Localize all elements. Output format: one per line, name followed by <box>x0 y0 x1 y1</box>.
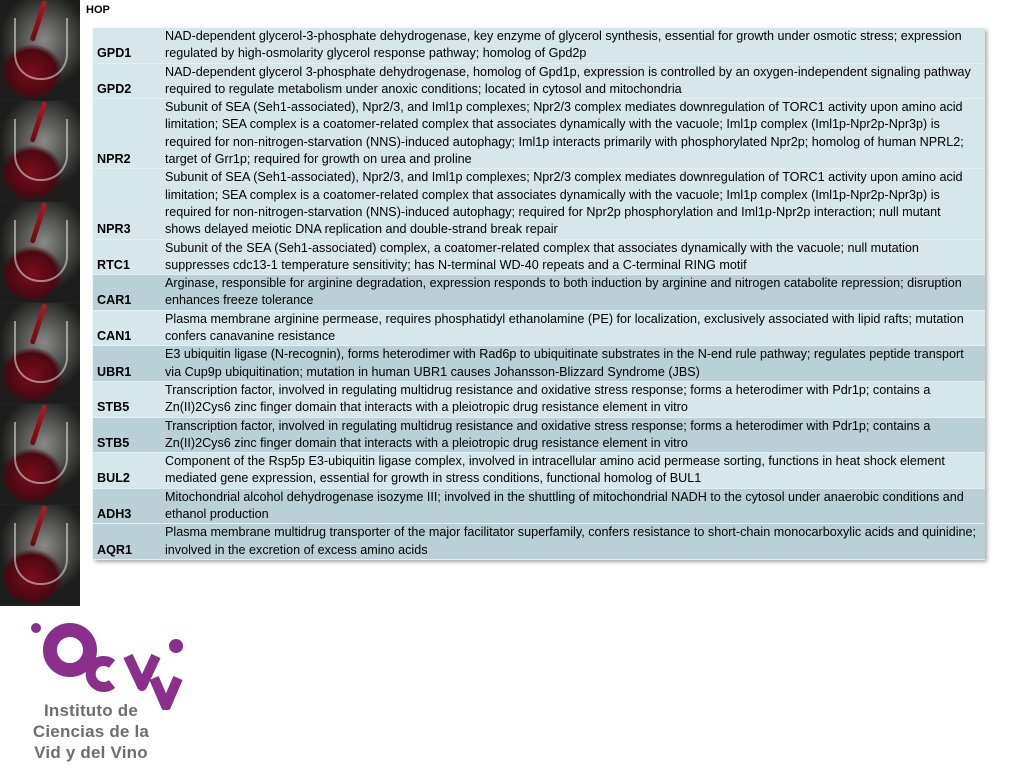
gene-description: Subunit of the SEA (Seh1-associated) complex, a coatomer-related complex that associates dynamically with the vacuole; null mutation suppresses cdc13-1 temperature sensitivity; has N-terminal WD-40 repeats and a C-terminal RING motif <box>165 240 919 272</box>
wine-glass-image <box>0 404 80 505</box>
institute-name <box>16 700 166 763</box>
table-row <box>93 418 985 454</box>
gene-description: NAD-dependent glycerol 3-phosphate dehydrogenase, homolog of Gpd1p, expression is controlled by an oxygen-independent signaling pathway required to regulate metabolism under anoxic conditions; located in cytosol and mitochondria <box>165 64 971 96</box>
table-row <box>93 311 985 347</box>
gene-description: Subunit of SEA (Seh1-associated), Npr2/3, and Iml1p complexes; Npr2/3 complex mediates downregulation of TORC1 activity upon amino acid limitation; SEA complex is a coatomer-related complex that associates dynamically with the vacuole; Iml1p complex (Iml1p-Npr2p-Npr3p) is required for non-nitrogen-starvation (NNS)-induced autophagy; required for Npr2p phosphorylation and Iml1p-Npr2p interaction; null mutant shows delayed meiotic DNA replication and double-strand break repair <box>165 170 963 237</box>
gene-name: UBR1 <box>97 364 132 379</box>
icvv-logo-mark <box>16 620 196 710</box>
gene-description: Plasma membrane arginine permease, requires phosphatidyl ethanolamine (PE) for localization, exclusively associated with lipid rafts; mutation confers canavanine resistance <box>165 311 964 344</box>
gene-name: NPR3 <box>97 222 131 237</box>
gene-name: CAN1 <box>97 329 132 344</box>
table-row <box>93 346 985 382</box>
institute-name-line: Instituto de <box>44 701 138 720</box>
gene-description: Component of the Rsp5p E3-ubiquitin ligase complex, involved in intracellular amino acid permease sorting, functions in heat shock element mediated gene expression, essential for growth in stress conditions, functional homolog of BUL1 <box>165 454 945 486</box>
gene-description: Subunit of SEA (Seh1-associated), Npr2/3, and Iml1p complexes; Npr2/3 complex mediates downregulation of TORC1 activity upon amino acid limitation; SEA complex is a coatomer-related complex that associates dynamically with the vacuole; Iml1p complex (Iml1p-Npr2p-Npr3p) is required for non-nitrogen-starvation (NNS)-induced autophagy; Iml1p interacts primarily with phosphorylated Npr2p; homolog of human NPRL2; target of Grr1p; required for growth on urea and proline <box>165 100 964 167</box>
gene-table <box>93 28 985 560</box>
wine-glass-image <box>0 505 80 606</box>
gene-name: GPD1 <box>97 46 132 61</box>
gene-description: Transcription factor, involved in regulating multidrug resistance and oxidative stress response; forms a heterodimer with Pdr1p; contains a Zn(II)2Cys6 zinc finger domain that interacts with a pleiotropic drug resistance element in vitro <box>165 382 931 415</box>
table-row <box>93 382 985 418</box>
icvv-logo <box>16 620 196 765</box>
institute-name-line: Ciencias de la <box>32 722 150 741</box>
table-row <box>93 489 985 525</box>
section-label: HOP <box>86 4 110 16</box>
logo-dot <box>31 623 41 633</box>
logo-dot <box>169 639 183 653</box>
wine-glass-image <box>0 0 80 101</box>
table-row <box>93 64 985 100</box>
table-row <box>93 99 985 169</box>
wine-glass-image <box>0 101 80 202</box>
table-row <box>93 169 985 239</box>
gene-name: CAR1 <box>97 293 132 308</box>
logo-letter-i <box>50 630 90 670</box>
table-row <box>93 524 985 560</box>
wine-glass-photo-strip <box>0 0 80 606</box>
gene-description: Mitochondrial alcohol dehydrogenase isozyme III; involved in the shuttling of mitochondrial NADH to the cytosol under anaerobic conditions and ethanol production <box>165 489 964 522</box>
institute-name-line: Vid y del Vino <box>34 743 148 762</box>
table-row <box>93 240 985 276</box>
gene-name: NPR2 <box>97 152 131 167</box>
table-row <box>93 275 985 311</box>
gene-description: Arginase, responsible for arginine degradation, expression responds to both induction by arginine and nitrogen catabolite repression; disruption enhances freeze tolerance <box>165 276 962 308</box>
gene-name: ADH3 <box>97 507 132 522</box>
gene-description: Plasma membrane multidrug transporter of the major facilitator superfamily, confers resistance to short-chain monocarboxylic acids and quinidine; involved in the excretion of excess amino acids <box>165 525 977 557</box>
gene-description: NAD-dependent glycerol-3-phosphate dehydrogenase, key enzyme of glycerol synthesis, essential for growth under osmotic stress; expression regulated by high-osmolarity glycerol response pathway; homolog of Gpd2p <box>165 29 962 61</box>
table-row <box>93 28 985 64</box>
gene-name: STB5 <box>97 400 130 415</box>
gene-name: AQR1 <box>97 542 132 557</box>
gene-description: E3 ubiquitin ligase (N-recognin), forms heterodimer with Rad6p to ubiquitinate substrates in the N-end rule pathway; regulates peptide transport via Cup9p ubiquitination; mutation in human UBR1 causes Johansson-Blizzard Syndrome (JBS) <box>165 347 964 379</box>
wine-glass-image <box>0 202 80 303</box>
logo-letter-c <box>91 661 112 687</box>
gene-name: GPD2 <box>97 81 132 96</box>
gene-name: STB5 <box>97 435 130 450</box>
gene-name: RTC1 <box>97 257 130 272</box>
table-row <box>93 453 985 489</box>
wine-glass-image <box>0 303 80 404</box>
gene-description: Transcription factor, involved in regulating multidrug resistance and oxidative stress response; forms a heterodimer with Pdr1p; contains a Zn(II)2Cys6 zinc finger domain that interacts with a pleiotropic drug resistance element in vitro <box>165 418 931 450</box>
gene-name: BUL2 <box>97 471 130 486</box>
